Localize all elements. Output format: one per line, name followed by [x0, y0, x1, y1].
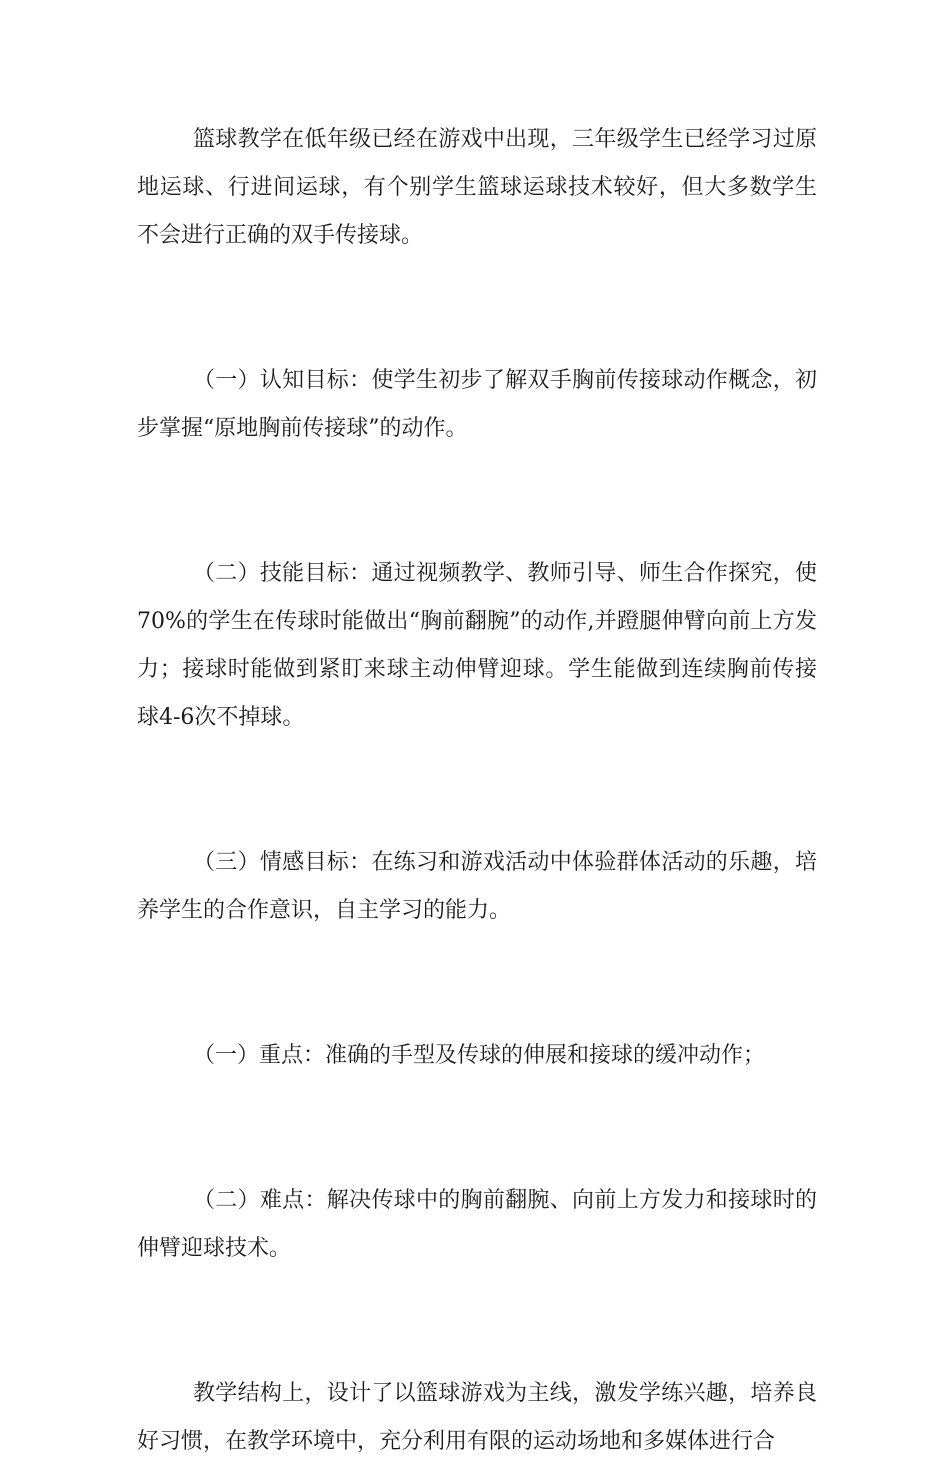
paragraph-difficult-point: （二）难点：解决传球中的胸前翻腕、向前上方发力和接球时的伸臂迎球技术。 — [137, 1188, 817, 1261]
paragraph-gap — [137, 742, 817, 839]
paragraph-key-point: （一）重点：准确的手型及传球的伸展和接球的缓冲动作； — [193, 1043, 766, 1068]
paragraph-cognitive-goal: （一）认知目标：使学生初步了解双手胸前传接球动作概念，初步掌握“原地胸前传接球”的动作。 — [137, 368, 817, 441]
paragraph-skill-goal: （二）技能目标：通过视频教学、教师引导、师生合作探究，使70%的学生在传球时能做出“胸前翻腕”的动作,并蹬腿伸臂向前上方发力；接球时能做到紧盯来球主动伸臂迎球。学生能做到连续胸前传接球4-6次不掉球。 — [137, 561, 817, 730]
paragraph-gap — [137, 1080, 817, 1177]
paragraph-gap — [137, 453, 817, 550]
paragraph-emotional-goal: （三）情感目标：在练习和游戏活动中体验群体活动的乐趣，培养学生的合作意识，自主学习的能力。 — [137, 850, 817, 923]
paragraph-gap — [137, 1273, 817, 1370]
paragraph-learner-analysis: 篮球教学在低年级已经在游戏中出现，三年级学生已经学习过原地运球、行进间运球，有个别学生篮球运球技术较好，但大多数学生不会进行正确的双手传接球。 — [137, 127, 817, 248]
document-body — [137, 116, 817, 1466]
paragraph-teaching-structure: 教学结构上，设计了以篮球游戏为主线，激发学练兴趣，培养良好习惯，在教学环境中，充分利用有限的运动场地和多媒体进行合 — [137, 1381, 817, 1454]
paragraph-gap — [137, 935, 817, 1032]
paragraph-gap — [137, 260, 817, 357]
